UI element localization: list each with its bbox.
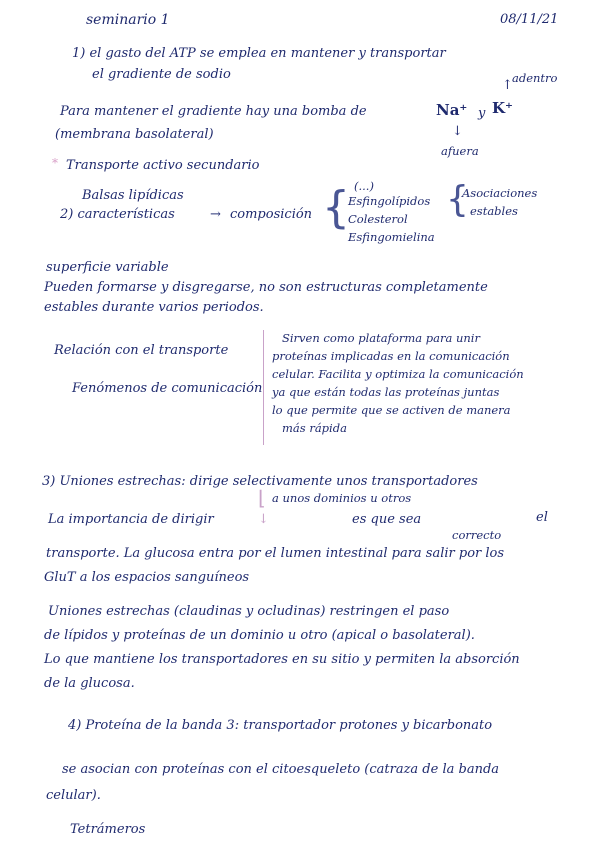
- asoc-line: estables: [470, 204, 518, 218]
- q2-caracteristicas: 2) características: [60, 207, 175, 222]
- down-arrow-icon: ↓: [452, 124, 463, 139]
- q3-line2d: el: [536, 510, 548, 525]
- q3-line2c: correcto: [452, 528, 502, 542]
- q2-balsas: Balsas lipídicas: [82, 188, 184, 203]
- rel-line: ya que están todas las proteínas juntas: [272, 385, 500, 399]
- pink-bracket: ⌊: [258, 486, 266, 510]
- ion-and: y: [478, 106, 486, 121]
- q1-line2: el gradiente de sodio: [92, 67, 231, 82]
- q1-membrane: (membrana basolateral): [55, 127, 214, 142]
- left-brace-icon: {: [446, 179, 469, 220]
- rel-line: Sirven como plataforma para unir: [282, 331, 480, 345]
- right-arrow-icon: →: [210, 207, 221, 222]
- q3-line1: 3) Uniones estrechas: dirige selectivamente unos transportadores: [42, 474, 478, 489]
- comp-item: Esfingomielina: [348, 230, 435, 244]
- q1-adentro: adentro: [512, 71, 558, 85]
- q4-p2: celular).: [46, 788, 101, 803]
- q2-fenomenos: Fenómenos de comunicación: [72, 381, 263, 396]
- na-ion: Na⁺: [436, 101, 468, 119]
- down-arrow-icon: ↓: [258, 512, 269, 527]
- rel-line: más rápida: [282, 421, 347, 435]
- left-brace-icon: {: [322, 182, 350, 233]
- star-icon: *: [52, 156, 58, 170]
- q2-fluidas1: Pueden formarse y disgregarse, no son estructuras completamente: [44, 280, 488, 295]
- q3-p2: de lípidos y proteínas de un dominio u otro (apical o basolateral).: [44, 628, 475, 643]
- q2-superficie: superficie variable: [46, 260, 169, 275]
- q3-line3: transporte. La glucosa entra por el lumen intestinal para salir por los: [46, 546, 505, 561]
- q4-tetra: Tetrámeros: [70, 822, 146, 837]
- rel-line: proteínas implicadas en la comunicación: [272, 349, 510, 363]
- q1-pump-line: Para mantener el gradiente hay una bomba de: [60, 104, 367, 119]
- page-title: seminario 1: [86, 12, 170, 28]
- pink-brace: [263, 330, 264, 445]
- q3-p1: Uniones estrechas (claudinas y ocludinas) restringen el paso: [48, 604, 450, 619]
- q3-line2a: La importancia de dirigir: [48, 512, 214, 527]
- page-date: 08/11/21: [500, 12, 559, 27]
- q1-transport: Transporte activo secundario: [66, 158, 260, 173]
- q4-p1: se asocian con proteínas con el citoesqueleto (catraza de la banda: [62, 762, 500, 777]
- q2-relacion: Relación con el transporte: [54, 343, 229, 358]
- q4-line1: 4) Proteína de la banda 3: transportador protones y bicarbonato: [68, 718, 493, 733]
- q1-afuera: afuera: [441, 144, 479, 158]
- asoc-line: Asociaciones: [462, 186, 538, 200]
- q3-sub1: a unos dominios u otros: [272, 491, 412, 505]
- q3-p4: de la glucosa.: [44, 676, 135, 691]
- q3-p3: Lo que mantiene los transportadores en su sitio y permiten la absorción: [44, 652, 520, 667]
- comp-item: Colesterol: [348, 212, 408, 226]
- comp-item: Esfingolípidos: [348, 194, 431, 208]
- q2-composicion: composición: [230, 207, 313, 222]
- rel-line: celular. Facilita y optimiza la comunicación: [272, 367, 524, 381]
- q2-fluidas2: estables durante varios periodos.: [44, 300, 264, 315]
- up-arrow-icon: ↑: [502, 78, 513, 93]
- k-ion: K⁺: [492, 99, 513, 117]
- q3-line4: GluT a los espacios sanguíneos: [44, 570, 250, 585]
- q1-line1: 1) el gasto del ATP se emplea en mantener y transportar: [72, 46, 446, 61]
- rel-line: lo que permite que se activen de manera: [272, 403, 511, 417]
- q3-line2b: es que sea: [352, 512, 422, 527]
- q2-dots: (...): [354, 179, 374, 193]
